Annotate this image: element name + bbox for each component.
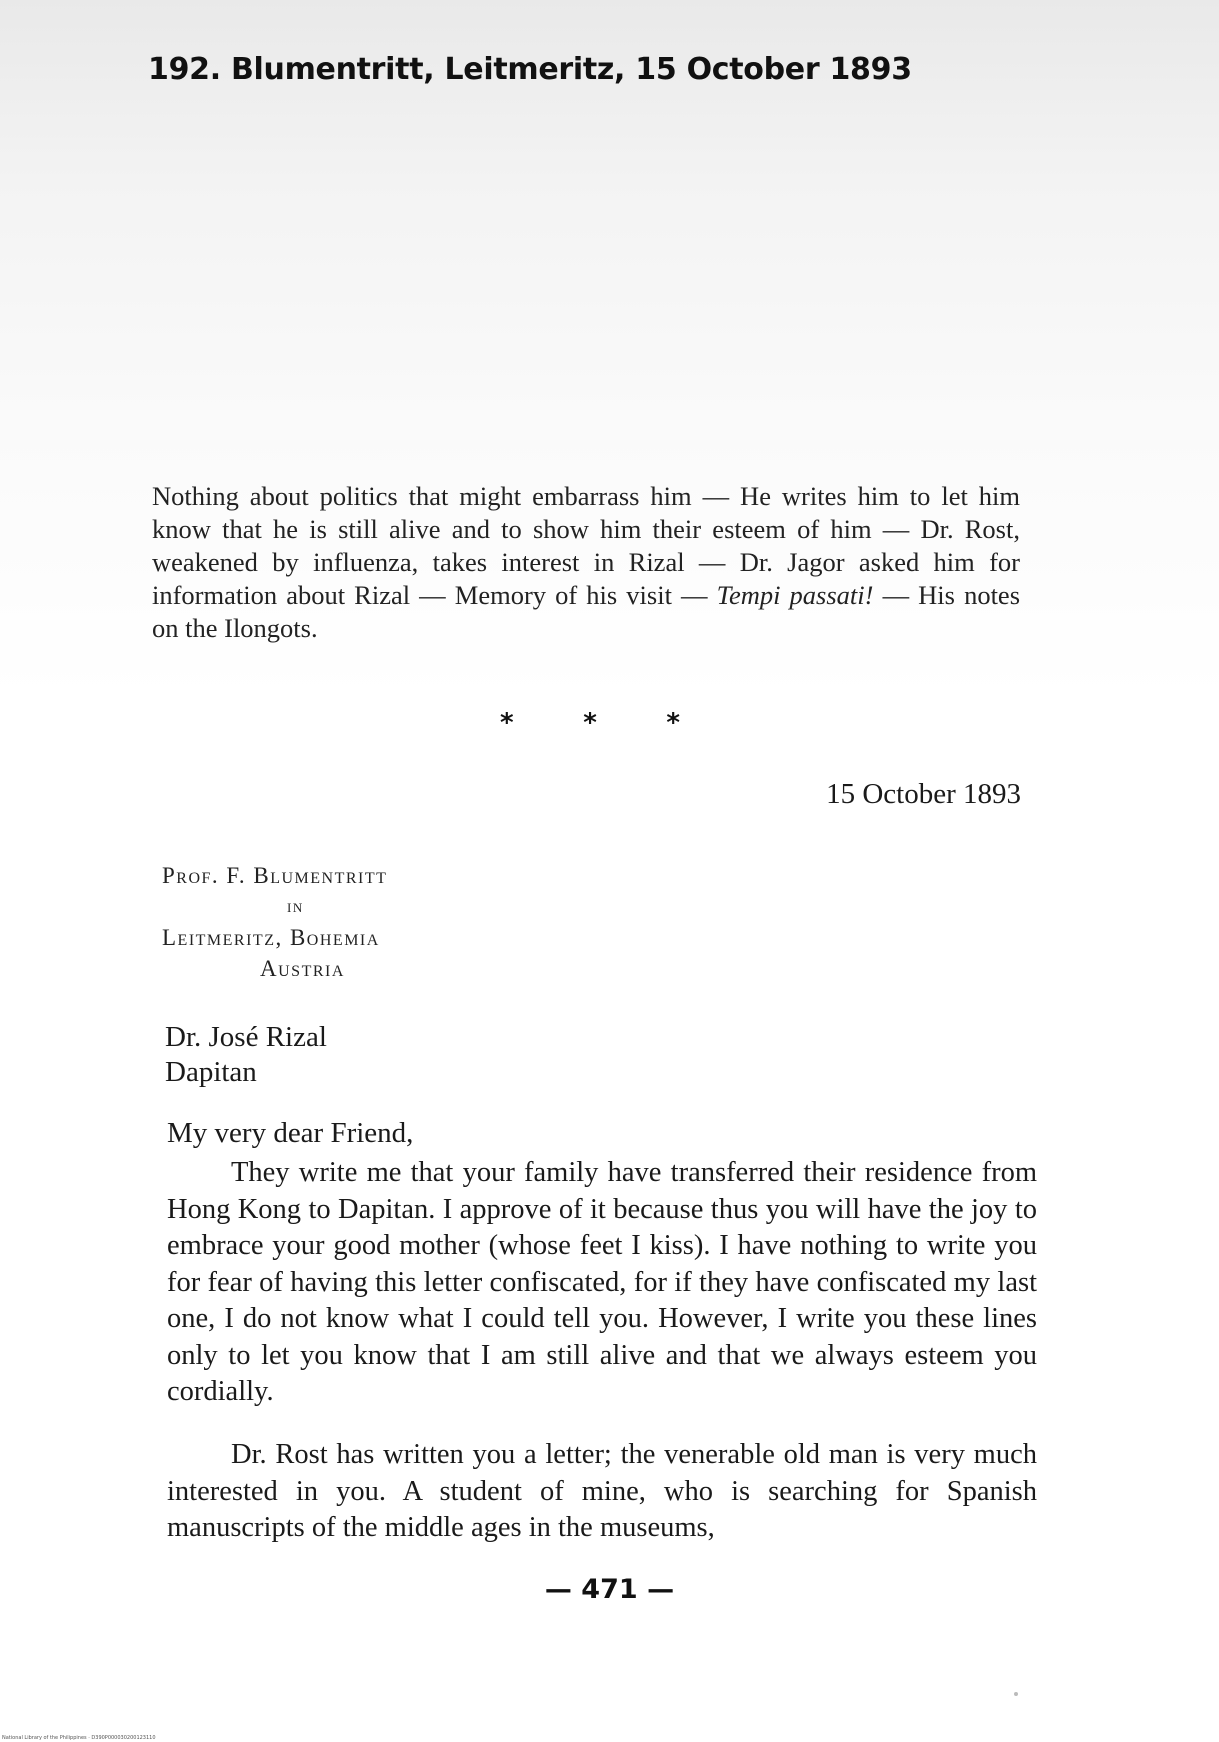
letter-heading: 192. Blumentritt, Leitmeritz, 15 October 1893 [148, 52, 912, 87]
body-paragraph: Dr. Rost has written you a letter; the venerable old man is very much interested in you. A student of mine, who is searching for Spanish manuscripts of the middle ages in the museums, [167, 1439, 1037, 1543]
summary-italic-phrase: Tempi passati! [716, 580, 874, 610]
page-number: — 471 — [544, 1574, 675, 1605]
summary-text-end: — His notes on the Ilongots. [152, 580, 1021, 643]
addressee-name: Dr. José Rizal [165, 1021, 327, 1053]
asterisk: * [666, 708, 680, 738]
addressee-place: Dapitan [165, 1056, 257, 1088]
section-separator [500, 708, 680, 738]
archive-footer: National Library of the Philippines · D390P000030200123110 [2, 1735, 156, 1741]
body-paragraph: They write me that your family have transferred their residence from Hong Kong to Dapitan. I approve of it because thus you will have the joy to embrace your good mother (whose feet I kiss). I have nothing to write you for fear of having this letter confiscated, for if they have confiscated my last one, I do not know what I could tell you. However, I write you these lines only to let you know that I am still alive and that we always esteem you cordially. [167, 1157, 1037, 1407]
address-line: Leitmeritz, Bohemia [162, 925, 380, 950]
address-line: Prof. F. Blumentritt [162, 863, 388, 888]
address-line: Austria [260, 956, 345, 981]
recipient-address [162, 860, 387, 984]
addressee-block [165, 1020, 327, 1090]
address-line: in [287, 896, 304, 917]
letter-date: 15 October 1893 [826, 778, 1021, 810]
asterisk: * [500, 708, 514, 738]
letter-summary [152, 480, 1020, 645]
summary-text: Nothing about politics that might embarrass him — He writes him to let him know that he is still alive and to show him their esteem of him — Dr. Rost, weakened by influenza, takes interest in Rizal — Dr. Jagor asked him for information about Rizal — Memory of his visit — [152, 481, 1020, 610]
scan-speck [1014, 1692, 1018, 1696]
asterisk: * [583, 708, 597, 738]
salutation: My very dear Friend, [167, 1117, 414, 1149]
